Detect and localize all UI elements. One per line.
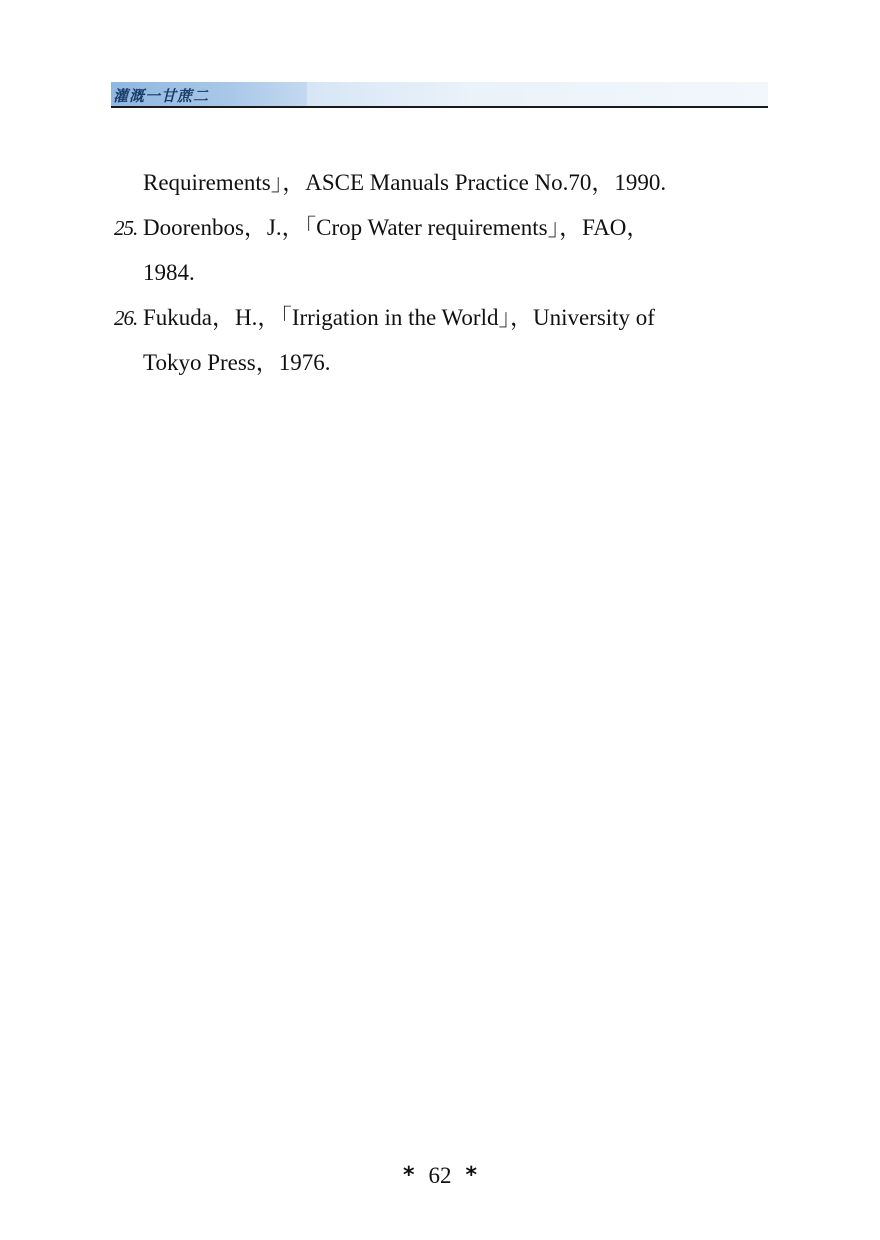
- star-icon: *: [465, 1163, 478, 1188]
- reference-line-2: [110, 209, 750, 254]
- page-footer: [370, 1158, 510, 1194]
- header-title: 灌溉一甘蔗二: [113, 87, 210, 105]
- reference-number: 25.: [114, 216, 138, 240]
- reference-text: 1984.: [143, 260, 195, 285]
- reference-line-4: [110, 299, 750, 344]
- reference-line-3: [110, 254, 750, 299]
- reference-text: Fukuda，H.，「Irrigation in the World」，University of: [143, 305, 655, 330]
- reference-line-1: [110, 164, 750, 209]
- reference-text: Doorenbos，J.，「Crop Water requirements」，FAO，: [143, 215, 650, 240]
- reference-text: Tokyo Press，1976.: [143, 350, 331, 375]
- running-header: [111, 82, 768, 108]
- reference-number: 26.: [114, 306, 138, 330]
- page-number: 62: [428, 1163, 452, 1188]
- reference-line-5: [110, 344, 750, 389]
- star-icon: *: [402, 1163, 415, 1188]
- reference-text: Requirements」，ASCE Manuals Practice No.70，1990.: [143, 170, 667, 195]
- header-rule: [111, 106, 768, 108]
- reference-list: [110, 164, 750, 389]
